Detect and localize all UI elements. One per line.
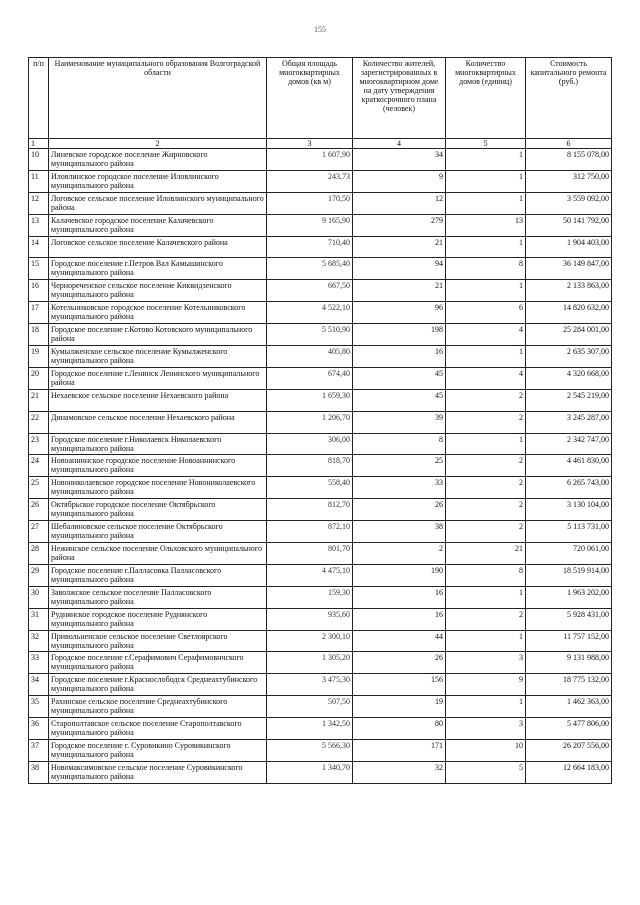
row-residents: 16 [353, 346, 446, 368]
row-repair-cost: 4 461 830,00 [526, 455, 612, 477]
row-municipality-name: Заволжское сельское поселение Палласовского муниципального района [49, 586, 267, 608]
table-row [29, 652, 612, 674]
row-total-area: 801,70 [267, 543, 353, 565]
row-municipality-name: Чернореченское сельское поселение Киквидзенского муниципального района [49, 280, 267, 302]
row-residents: 39 [353, 411, 446, 433]
row-repair-cost: 3 245 287,00 [526, 411, 612, 433]
row-total-area: 5 510,90 [267, 324, 353, 346]
row-repair-cost: 1 904 403,00 [526, 236, 612, 258]
table-row [29, 696, 612, 718]
row-municipality-name: Калачевское городское поселение Калачевского муниципального района [49, 214, 267, 236]
row-repair-cost: 3 559 092,00 [526, 192, 612, 214]
column-number-row [29, 139, 612, 149]
row-house-count: 2 [446, 521, 526, 543]
row-municipality-name: Новоаннинское городское поселение Новоаннинского муниципального района [49, 455, 267, 477]
row-house-count: 21 [446, 543, 526, 565]
row-total-area: 935,60 [267, 608, 353, 630]
row-municipality-name: Котельниковское городское поселение Котельниковского муниципального района [49, 302, 267, 324]
row-index: 28 [29, 543, 49, 565]
table-row [29, 564, 612, 586]
row-residents: 21 [353, 236, 446, 258]
row-total-area: 818,70 [267, 455, 353, 477]
table-row [29, 543, 612, 565]
row-residents: 190 [353, 564, 446, 586]
row-residents: 279 [353, 214, 446, 236]
row-municipality-name: Руднянское городское поселение Руднянского муниципального района [49, 608, 267, 630]
row-house-count: 1 [446, 696, 526, 718]
header-total-area: Общая площадь многоквартирных домов (кв м) [267, 58, 353, 139]
row-municipality-name: Октябрьское городское поселение Октябрьского муниципального района [49, 499, 267, 521]
row-municipality-name: Новомаксимовское сельское поселение Суровикинского муниципального района [49, 761, 267, 783]
row-repair-cost: 50 141 792,00 [526, 214, 612, 236]
row-total-area: 558,40 [267, 477, 353, 499]
row-repair-cost: 3 130 104,00 [526, 499, 612, 521]
table-row [29, 367, 612, 389]
row-total-area: 667,50 [267, 280, 353, 302]
row-house-count: 1 [446, 280, 526, 302]
row-municipality-name: Логовское сельское поселение Калачевского района [49, 236, 267, 258]
row-index: 19 [29, 346, 49, 368]
row-repair-cost: 11 757 152,00 [526, 630, 612, 652]
row-house-count: 3 [446, 718, 526, 740]
row-total-area: 872,10 [267, 521, 353, 543]
row-house-count: 9 [446, 674, 526, 696]
header-house-count: Количество многоквартирных домов (единиц) [446, 58, 526, 139]
header-residents: Количество жителей, зарегистрированных в многоквартирном доме на дату утверждения краткосрочного плана (человек) [353, 58, 446, 139]
row-total-area: 5 685,40 [267, 258, 353, 280]
table-row [29, 214, 612, 236]
row-municipality-name: Старополтавское сельское поселение Старополтавского муниципального района [49, 718, 267, 740]
table-row [29, 455, 612, 477]
row-repair-cost: 9 131 988,00 [526, 652, 612, 674]
row-repair-cost: 5 477 806,00 [526, 718, 612, 740]
row-residents: 33 [353, 477, 446, 499]
row-house-count: 2 [446, 455, 526, 477]
row-municipality-name: Городское поселение г.Петров Вал Камышинского муниципального района [49, 258, 267, 280]
row-index: 33 [29, 652, 49, 674]
table-row [29, 192, 612, 214]
row-house-count: 2 [446, 411, 526, 433]
header-municipality-name: Наименование муниципального образования Волгоградской области [49, 58, 267, 139]
row-municipality-name: Шебалиновское сельское поселение Октябрьского муниципального района [49, 521, 267, 543]
row-total-area: 170,50 [267, 192, 353, 214]
row-municipality-name: Привольненское сельское поселение Светлоярского муниципального района [49, 630, 267, 652]
row-index: 16 [29, 280, 49, 302]
repair-plan-table [28, 57, 612, 784]
row-index: 24 [29, 455, 49, 477]
row-house-count: 1 [446, 433, 526, 455]
row-index: 27 [29, 521, 49, 543]
row-total-area: 3 475,30 [267, 674, 353, 696]
table-row [29, 740, 612, 762]
row-municipality-name: Линевское городское поселение Жирновского муниципального района [49, 149, 267, 171]
row-index: 21 [29, 389, 49, 411]
row-index: 37 [29, 740, 49, 762]
column-number: 4 [353, 139, 446, 149]
row-index: 11 [29, 170, 49, 192]
row-index: 29 [29, 564, 49, 586]
row-repair-cost: 36 149 847,00 [526, 258, 612, 280]
table-row [29, 761, 612, 783]
row-repair-cost: 25 284 001,00 [526, 324, 612, 346]
row-house-count: 10 [446, 740, 526, 762]
row-total-area: 306,00 [267, 433, 353, 455]
table-row [29, 258, 612, 280]
row-house-count: 2 [446, 477, 526, 499]
row-house-count: 5 [446, 761, 526, 783]
row-repair-cost: 18 775 132,00 [526, 674, 612, 696]
row-total-area: 507,50 [267, 696, 353, 718]
row-total-area: 243,73 [267, 170, 353, 192]
row-total-area: 710,40 [267, 236, 353, 258]
row-index: 35 [29, 696, 49, 718]
row-municipality-name: Нехаевское сельское поселение Нехаевского района [49, 389, 267, 411]
row-repair-cost: 2 342 747,00 [526, 433, 612, 455]
header-repair-cost: Стоимость капитального ремонта (руб.) [526, 58, 612, 139]
row-residents: 96 [353, 302, 446, 324]
row-total-area: 159,30 [267, 586, 353, 608]
row-house-count: 3 [446, 652, 526, 674]
table-row [29, 302, 612, 324]
table-row [29, 433, 612, 455]
row-total-area: 4 522,10 [267, 302, 353, 324]
row-house-count: 1 [446, 346, 526, 368]
row-house-count: 1 [446, 192, 526, 214]
column-number: 6 [526, 139, 612, 149]
row-repair-cost: 5 928 431,00 [526, 608, 612, 630]
row-house-count: 2 [446, 608, 526, 630]
row-total-area: 5 566,30 [267, 740, 353, 762]
row-house-count: 1 [446, 149, 526, 171]
row-index: 26 [29, 499, 49, 521]
row-repair-cost: 14 820 632,00 [526, 302, 612, 324]
row-index: 18 [29, 324, 49, 346]
row-total-area: 4 475,10 [267, 564, 353, 586]
table-row [29, 718, 612, 740]
row-municipality-name: Городское поселение г.Котово Котовского муниципального района [49, 324, 267, 346]
row-index: 38 [29, 761, 49, 783]
table-row [29, 236, 612, 258]
table-body [29, 149, 612, 784]
row-total-area: 1 340,70 [267, 761, 353, 783]
table-row [29, 499, 612, 521]
row-index: 20 [29, 367, 49, 389]
row-house-count: 2 [446, 389, 526, 411]
row-repair-cost: 4 320 668,00 [526, 367, 612, 389]
table-row [29, 346, 612, 368]
row-municipality-name: Городское поселение г.Ленинск Ленинского муниципального района [49, 367, 267, 389]
column-number: 1 [29, 139, 49, 149]
row-repair-cost: 312 750,00 [526, 170, 612, 192]
row-repair-cost: 5 113 731,00 [526, 521, 612, 543]
row-residents: 12 [353, 192, 446, 214]
table-row [29, 149, 612, 171]
column-number: 5 [446, 139, 526, 149]
table-row [29, 586, 612, 608]
row-repair-cost: 2 635 307,00 [526, 346, 612, 368]
row-municipality-name: Городское поселение г.Палласовка Палласовского муниципального района [49, 564, 267, 586]
row-municipality-name: Рахинское сельское поселение Среднеахтубинского муниципального района [49, 696, 267, 718]
row-municipality-name: Городское поселение г.Серафимович Серафимовичского муниципального района [49, 652, 267, 674]
row-repair-cost: 1 462 363,00 [526, 696, 612, 718]
row-house-count: 1 [446, 236, 526, 258]
row-house-count: 6 [446, 302, 526, 324]
row-residents: 38 [353, 521, 446, 543]
row-house-count: 13 [446, 214, 526, 236]
row-residents: 2 [353, 543, 446, 565]
row-house-count: 1 [446, 630, 526, 652]
row-repair-cost: 1 963 202,00 [526, 586, 612, 608]
row-residents: 44 [353, 630, 446, 652]
row-repair-cost: 18 519 914,00 [526, 564, 612, 586]
row-residents: 34 [353, 149, 446, 171]
table-row [29, 389, 612, 411]
row-residents: 21 [353, 280, 446, 302]
column-number: 3 [267, 139, 353, 149]
row-index: 30 [29, 586, 49, 608]
row-residents: 26 [353, 652, 446, 674]
row-house-count: 2 [446, 499, 526, 521]
row-index: 31 [29, 608, 49, 630]
row-residents: 156 [353, 674, 446, 696]
row-repair-cost: 12 664 183,00 [526, 761, 612, 783]
table-row [29, 674, 612, 696]
row-index: 32 [29, 630, 49, 652]
column-number: 2 [49, 139, 267, 149]
row-house-count: 1 [446, 170, 526, 192]
row-residents: 19 [353, 696, 446, 718]
row-index: 25 [29, 477, 49, 499]
row-repair-cost: 6 265 743,00 [526, 477, 612, 499]
row-total-area: 1 342,50 [267, 718, 353, 740]
page-number: 155 [314, 25, 326, 34]
row-municipality-name: Городское поселение г.Краснослободск Среднеахтубинского муниципального района [49, 674, 267, 696]
row-index: 23 [29, 433, 49, 455]
row-total-area: 405,80 [267, 346, 353, 368]
row-index: 14 [29, 236, 49, 258]
row-residents: 16 [353, 608, 446, 630]
row-index: 15 [29, 258, 49, 280]
table-row [29, 477, 612, 499]
row-municipality-name: Городское поселение г. Суровикино Суровикинского муниципального района [49, 740, 267, 762]
row-residents: 80 [353, 718, 446, 740]
row-municipality-name: Логовское сельское поселение Иловлинского муниципального района [49, 192, 267, 214]
row-index: 34 [29, 674, 49, 696]
row-residents: 26 [353, 499, 446, 521]
row-residents: 171 [353, 740, 446, 762]
row-house-count: 8 [446, 258, 526, 280]
row-house-count: 1 [446, 586, 526, 608]
table-row [29, 411, 612, 433]
row-municipality-name: Нежинское сельское поселение Ольховского муниципального района [49, 543, 267, 565]
row-municipality-name: Новониколаевское городское поселение Новониколаевского муниципального района [49, 477, 267, 499]
row-house-count: 4 [446, 324, 526, 346]
row-house-count: 8 [446, 564, 526, 586]
row-index: 13 [29, 214, 49, 236]
table-row [29, 608, 612, 630]
table-header-row [29, 58, 612, 139]
row-residents: 45 [353, 389, 446, 411]
row-index: 36 [29, 718, 49, 740]
row-total-area: 9 165,90 [267, 214, 353, 236]
row-repair-cost: 720 061,00 [526, 543, 612, 565]
row-residents: 9 [353, 170, 446, 192]
row-residents: 16 [353, 586, 446, 608]
header-index: п/п [29, 58, 49, 139]
row-municipality-name: Городское поселение г.Николаевск Николаевского муниципального района [49, 433, 267, 455]
row-municipality-name: Кумылженское сельское поселение Кумылженского муниципального района [49, 346, 267, 368]
row-total-area: 674,40 [267, 367, 353, 389]
row-residents: 198 [353, 324, 446, 346]
row-index: 12 [29, 192, 49, 214]
row-residents: 32 [353, 761, 446, 783]
row-total-area: 1 659,30 [267, 389, 353, 411]
row-repair-cost: 2 545 219,00 [526, 389, 612, 411]
row-total-area: 1 607,90 [267, 149, 353, 171]
table-row [29, 630, 612, 652]
row-residents: 45 [353, 367, 446, 389]
row-index: 22 [29, 411, 49, 433]
row-total-area: 812,70 [267, 499, 353, 521]
row-index: 17 [29, 302, 49, 324]
row-total-area: 1 206,70 [267, 411, 353, 433]
row-repair-cost: 2 133 863,00 [526, 280, 612, 302]
row-repair-cost: 26 207 556,00 [526, 740, 612, 762]
row-residents: 94 [353, 258, 446, 280]
table-row [29, 280, 612, 302]
row-residents: 25 [353, 455, 446, 477]
row-municipality-name: Иловлинское городское поселение Иловлинского муниципального района [49, 170, 267, 192]
row-index: 10 [29, 149, 49, 171]
table-row [29, 170, 612, 192]
table-row [29, 324, 612, 346]
row-repair-cost: 8 155 078,00 [526, 149, 612, 171]
row-municipality-name: Динамовское сельское поселение Нехаевского района [49, 411, 267, 433]
row-total-area: 1 305,20 [267, 652, 353, 674]
row-house-count: 4 [446, 367, 526, 389]
row-total-area: 2 300,10 [267, 630, 353, 652]
row-residents: 8 [353, 433, 446, 455]
table-row [29, 521, 612, 543]
